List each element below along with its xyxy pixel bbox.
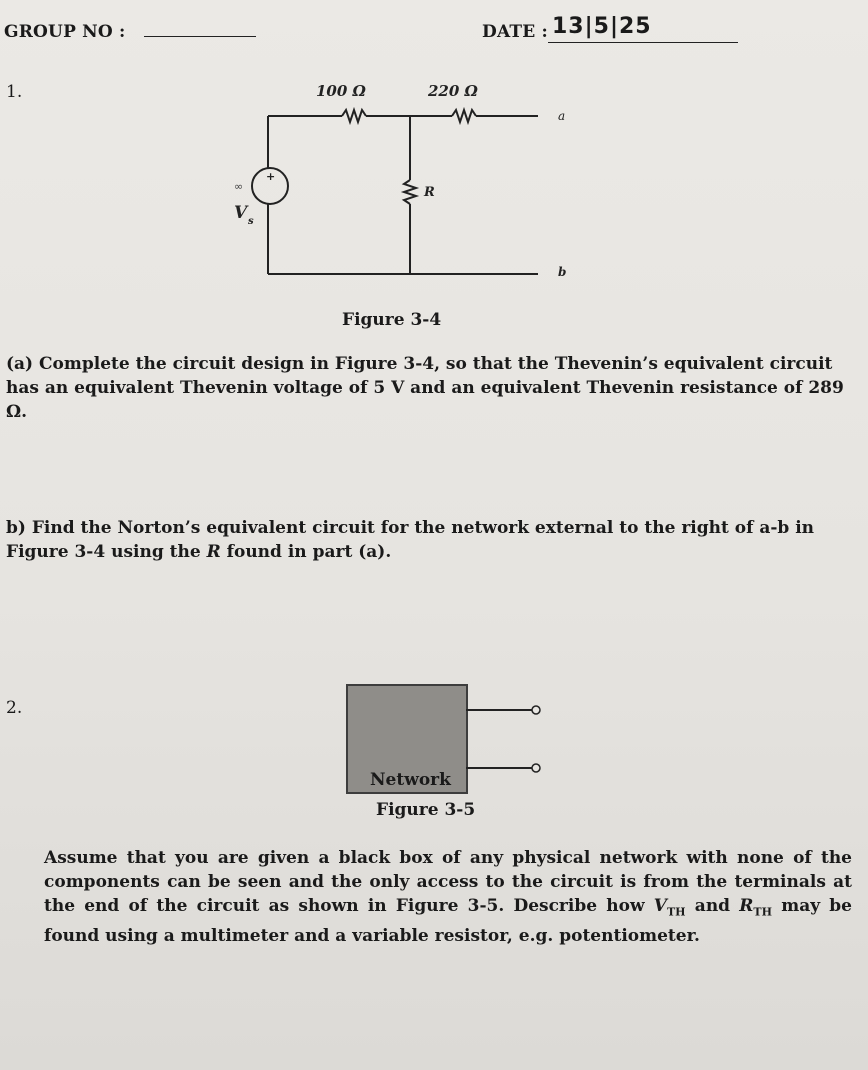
rth-subscript: TH (753, 905, 772, 919)
question-2-text-3: may be found using a multimeter and a variable resistor, e.g. potentiometer. (44, 896, 852, 947)
vth-subscript: TH (667, 905, 686, 919)
resistor-220-symbol (452, 110, 476, 122)
group-no-field[interactable] (144, 36, 256, 37)
terminal-bottom-node (532, 764, 540, 772)
question-2-text-1: Assume that you are given a black box of any physical network with none of the components can be seen and the only access to the circuit is from the terminals at the end of the circuit as shown in Figure 3-5. Describe how (44, 848, 852, 916)
group-no-text: GROUP NO : (4, 22, 126, 42)
resistor-r-symbol (404, 180, 416, 204)
vth-symbol: V (653, 896, 667, 916)
resistor-100-label: 100 Ω (316, 82, 366, 100)
question-2-text-2: and (685, 896, 740, 916)
question-2-number: 2. (6, 698, 23, 718)
question-1b-post: found in part (a). (220, 542, 392, 562)
network-terminals (466, 696, 546, 786)
terminal-top-node (532, 706, 540, 714)
question-1b-r: R (206, 542, 221, 562)
figure-3-4-caption: Figure 3-4 (342, 310, 442, 330)
circuit-diagram (220, 68, 580, 288)
terminal-a-label: a (558, 109, 566, 123)
network-black-box (346, 684, 468, 794)
question-2-text (44, 846, 852, 948)
rth-symbol: R (739, 896, 754, 916)
network-label: Network (370, 770, 451, 790)
resistor-r-label: R (424, 185, 435, 200)
question-1b-pre: b) Find the Norton’s equivalent circuit for the network external to the right of a-b in Figure 3-4 using the (6, 518, 815, 562)
figure-3-5-caption: Figure 3-5 (376, 800, 476, 820)
source-plus-label: + (266, 170, 276, 183)
resistor-100-symbol (342, 110, 366, 122)
question-1a-text: (a) Complete the circuit design in Figure 3-4, so that the Thevenin’s equivalent circuit has an equivalent Thevenin voltage of 5 V and an equivalent Thevenin resistance of 289 Ω. (6, 354, 844, 422)
date-text: DATE : (482, 22, 549, 42)
group-no-label (4, 22, 256, 42)
resistor-220-label: 220 Ω (428, 82, 478, 100)
source-subscript-label: s (248, 216, 254, 227)
date-value: 13|5|25 (552, 14, 652, 39)
terminal-b-label: b (558, 265, 567, 279)
date-field[interactable] (548, 14, 738, 43)
question-1b-text (6, 516, 851, 564)
date-label (482, 22, 548, 42)
source-minus-label: ∞ (234, 180, 244, 193)
source-v-label: V (234, 203, 248, 223)
question-1-number: 1. (6, 82, 23, 102)
